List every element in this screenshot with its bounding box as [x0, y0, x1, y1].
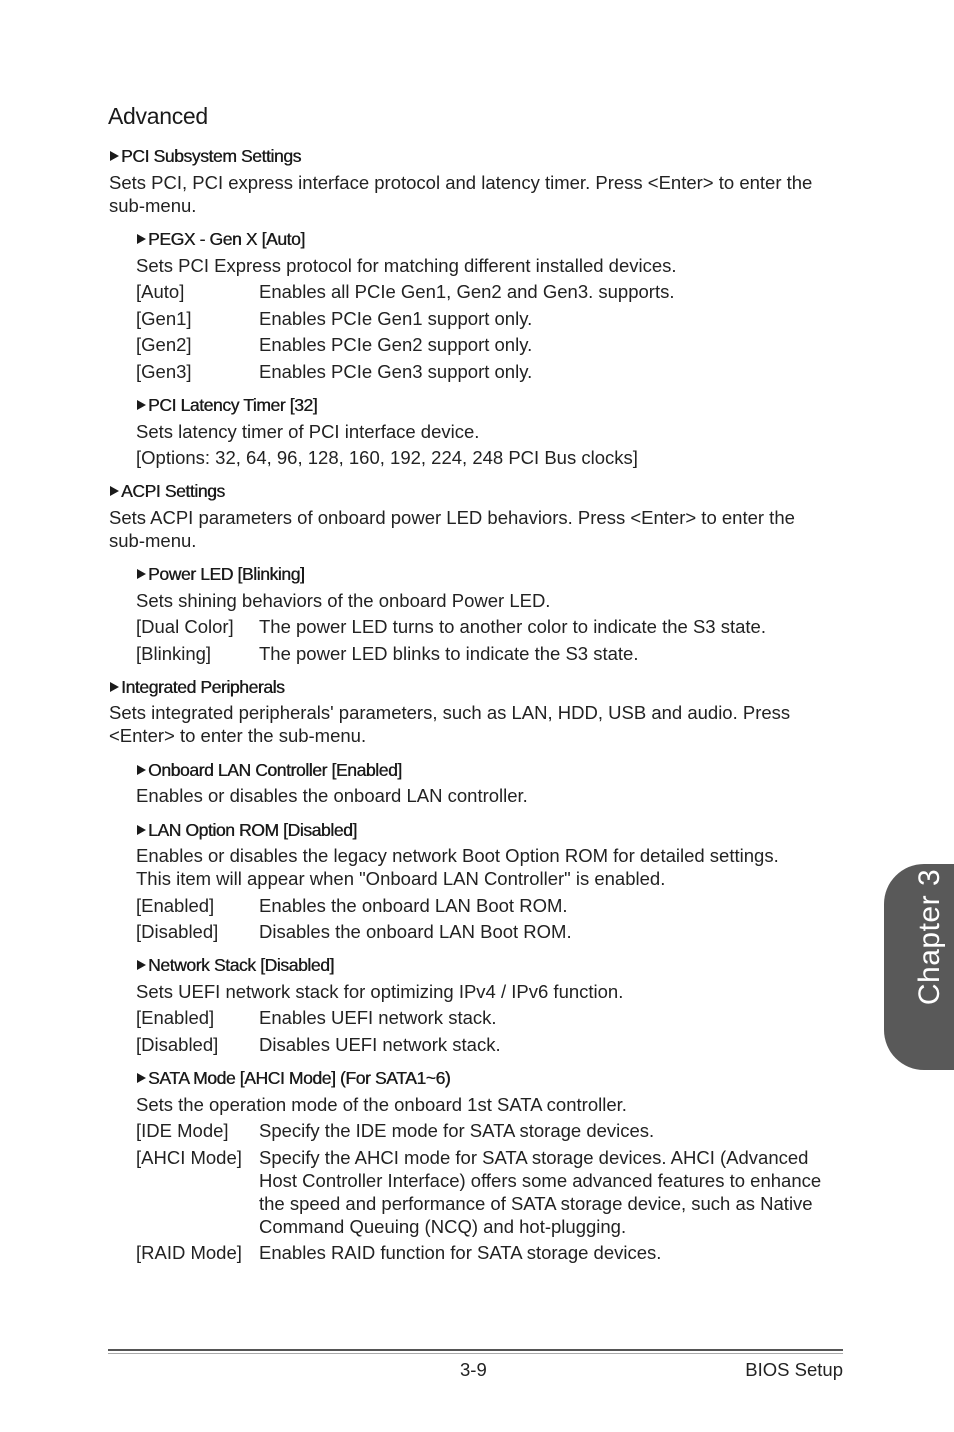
pci-subsystem-heading: PCI Subsystem Settings: [110, 146, 301, 167]
acpi-desc: Sets ACPI parameters of onboard power LED behaviors. Press <Enter> to enter the sub-menu.: [109, 507, 795, 551]
triangle-bullet-icon: [137, 400, 146, 410]
ahci-mode-description: Specify the AHCI mode for SATA storage devices. AHCI (Advanced Host Controller Interface) offers some advanced features to enhance the speed and performance of SATA storage device, such as Native Command Queuing (NCQ) and hot-plugging.: [259, 1147, 822, 1237]
triangle-bullet-icon: [137, 765, 146, 775]
triangle-bullet-icon: [110, 682, 119, 692]
integrated-peripherals-heading: Integrated Peripherals: [110, 677, 284, 698]
triangle-bullet-icon: [137, 825, 146, 835]
page-title: Advanced: [108, 103, 208, 129]
triangle-bullet-icon: [137, 1073, 146, 1083]
triangle-bullet-icon: [137, 960, 146, 970]
network-stack-desc: Sets UEFI network stack for optimizing IPv4 / IPv6 function.: [136, 981, 624, 1002]
page-number: 3-9: [460, 1359, 487, 1380]
triangle-bullet-icon: [137, 569, 146, 579]
acpi-heading: ACPI Settings: [110, 481, 225, 502]
sata-mode-desc: Sets the operation mode of the onboard 1st SATA controller.: [136, 1094, 627, 1115]
lan-rom-desc: Enables or disables the legacy network Boot Option ROM for detailed settings. This item will appear when "Onboard LAN Controller" is enabled.: [136, 845, 779, 889]
sata-mode-heading: SATA Mode [AHCI Mode] (For SATA1~6): [137, 1068, 450, 1089]
pegx-heading: PEGX - Gen X [Auto]: [137, 229, 305, 250]
footer-section-label: BIOS Setup: [745, 1359, 843, 1380]
lan-controller-desc: Enables or disables the onboard LAN controller.: [136, 785, 528, 806]
pci-subsystem-desc: Sets PCI, PCI express interface protocol and latency timer. Press <Enter> to enter the sub-menu.: [109, 172, 813, 216]
chapter-tab-label: Chapter 3: [913, 868, 946, 1006]
power-led-desc: Sets shining behaviors of the onboard Power LED.: [136, 590, 551, 611]
triangle-bullet-icon: [110, 151, 119, 161]
lan-controller-heading: Onboard LAN Controller [Enabled]: [137, 760, 402, 781]
integrated-peripherals-desc: Sets integrated peripherals' parameters, such as LAN, HDD, USB and audio. Press <Enter> to enter the sub-menu.: [109, 702, 791, 746]
triangle-bullet-icon: [110, 486, 119, 496]
footer-rule-thin: [108, 1353, 843, 1354]
triangle-bullet-icon: [137, 234, 146, 244]
pci-latency-options: [Options: 32, 64, 96, 128, 160, 192, 224, 248 PCI Bus clocks]: [136, 447, 638, 468]
network-stack-heading: Network Stack [Disabled]: [137, 955, 334, 976]
pegx-desc: Sets PCI Express protocol for matching different installed devices.: [136, 255, 677, 276]
footer-rule: [108, 1349, 843, 1351]
pci-latency-heading: PCI Latency Timer [32]: [137, 395, 317, 416]
chapter-tab: [884, 864, 954, 1070]
power-led-heading: Power LED [Blinking]: [137, 564, 304, 585]
lan-rom-heading: LAN Option ROM [Disabled]: [137, 820, 357, 841]
pci-latency-desc: Sets latency timer of PCI interface device.: [136, 421, 480, 442]
